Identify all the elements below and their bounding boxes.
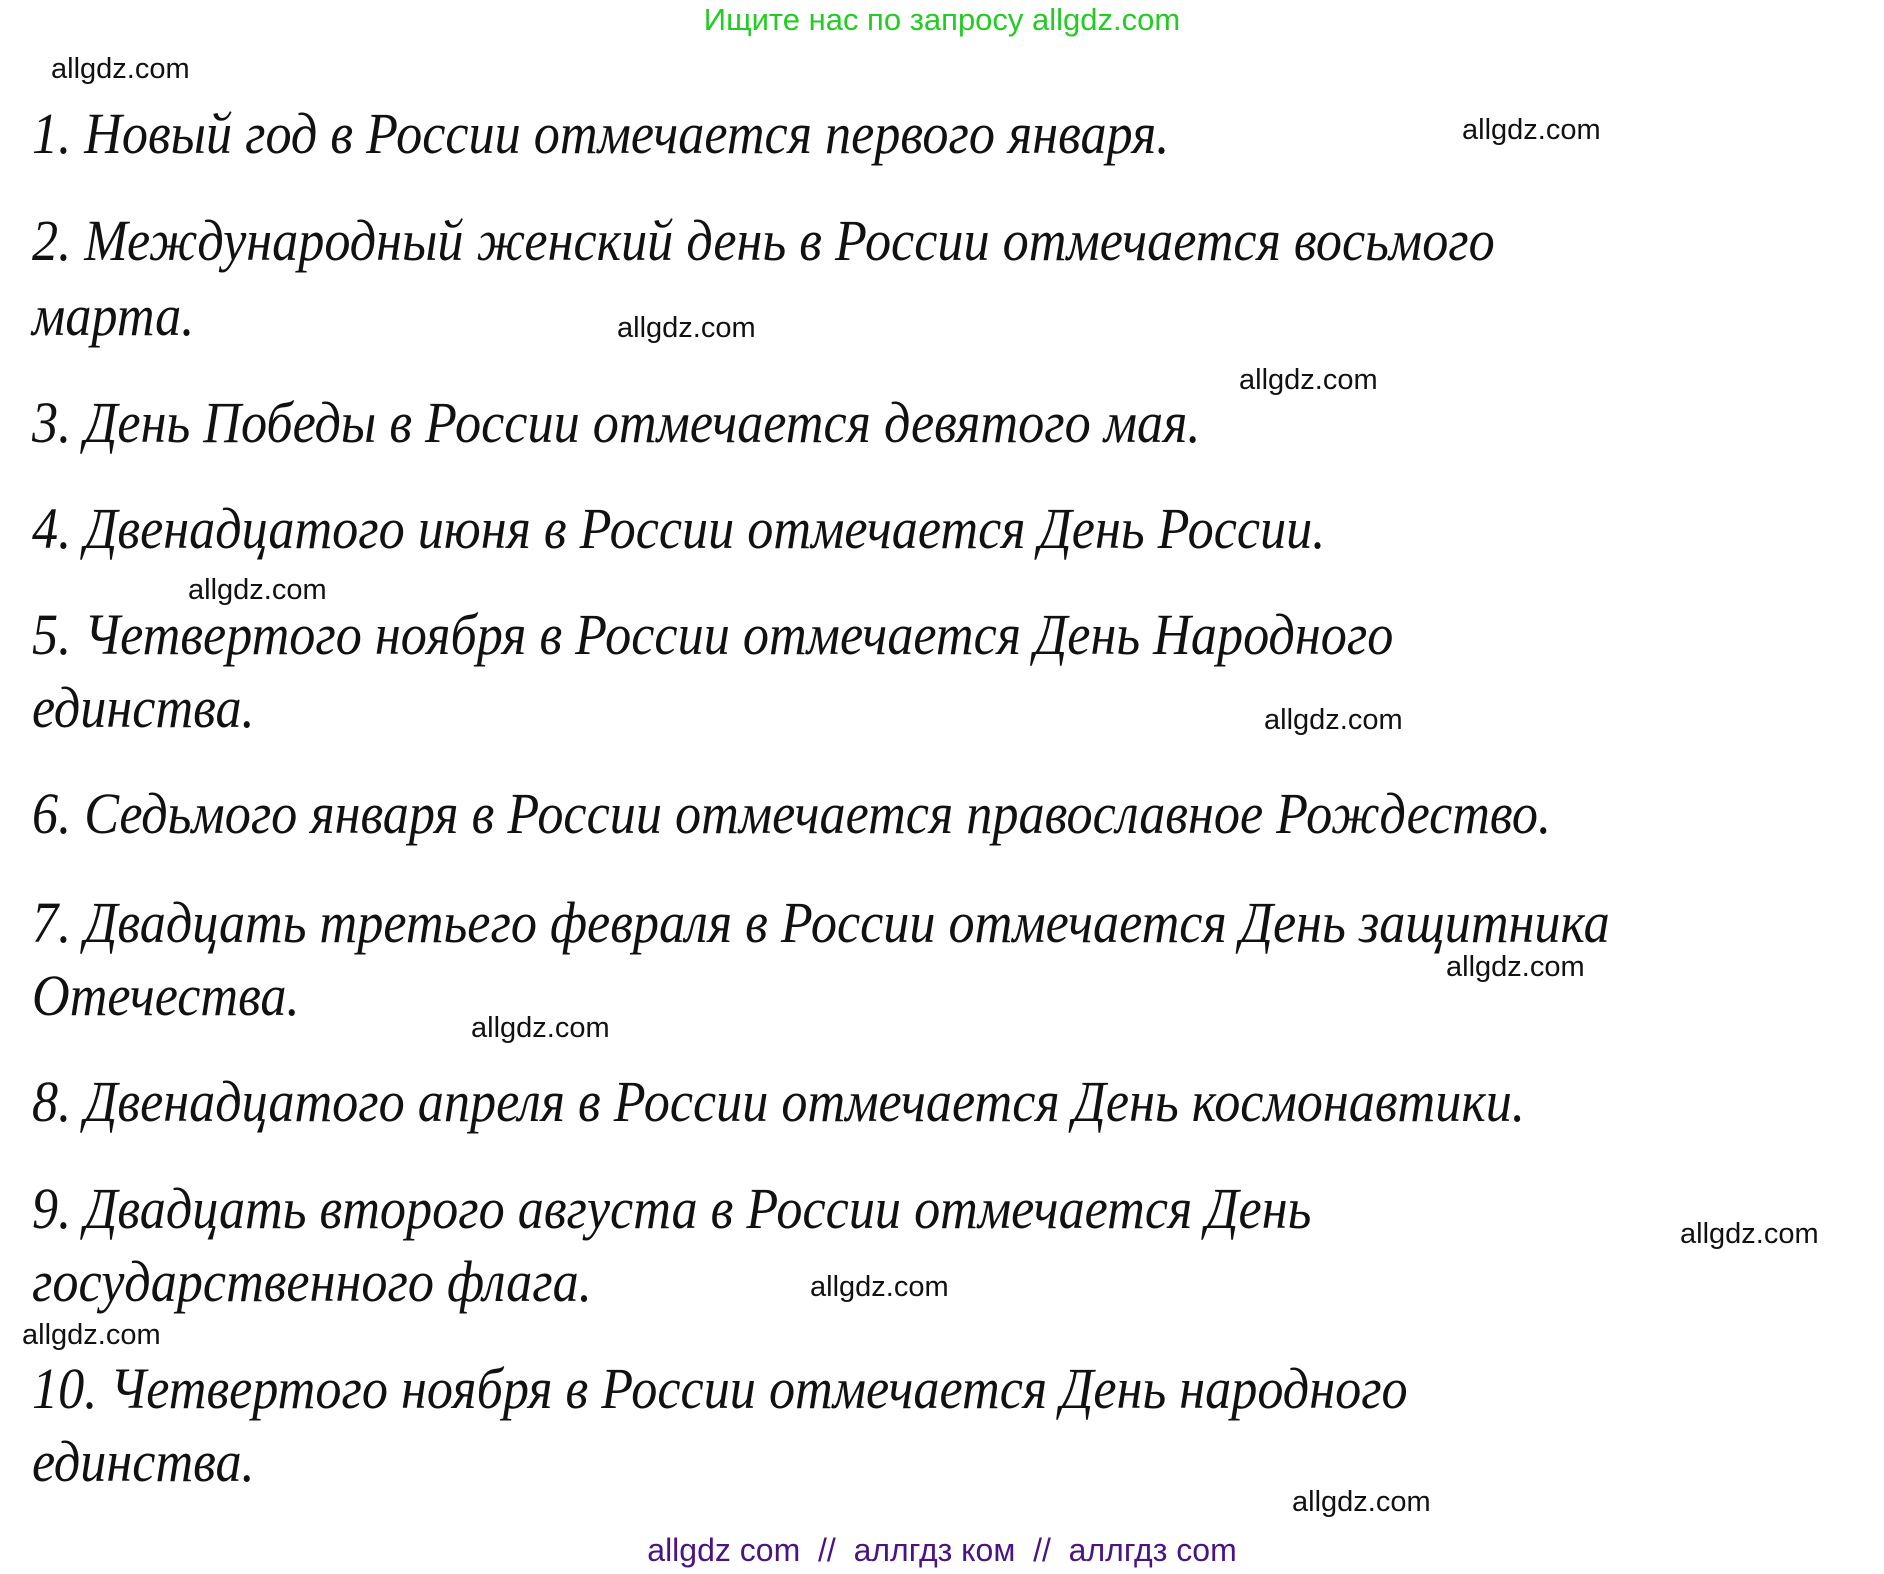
answer-line-7: 7. Двадцать третьего февраля в России отмечается День защитника [32,890,1610,955]
answer-line-6: 6. Седьмого января в России отмечается православное Рождество. [32,781,1552,846]
watermark: allgdz.com [51,53,190,85]
watermark: allgdz.com [188,574,327,606]
watermark: allgdz.com [471,1012,610,1044]
watermark: allgdz.com [810,1271,949,1303]
watermark: allgdz.com [1446,951,1585,983]
footer-watermark: allgdz com // аллгдз ком // аллгдз com [647,1532,1237,1568]
answer-line-9-cont: государственного флага. [32,1249,592,1314]
answer-line-7-cont: Отечества. [32,963,300,1028]
search-hint-banner: Ищите нас по запросу allgdz.com [703,2,1181,37]
answer-line-10-cont: единства. [32,1429,255,1494]
watermark: allgdz.com [1264,704,1403,736]
watermark: allgdz.com [1239,364,1378,396]
answer-line-3: 3. День Победы в России отмечается девятого мая. [32,390,1201,455]
answer-line-9: 9. Двадцать второго августа в России отмечается День [32,1176,1312,1241]
answer-line-2: 2. Международный женский день в России отмечается восьмого [32,208,1495,273]
watermark: allgdz.com [1680,1218,1819,1250]
answer-line-5-cont: единства. [32,675,255,740]
answer-line-4: 4. Двенадцатого июня в России отмечается День России. [32,496,1326,561]
answer-line-8: 8. Двенадцатого апреля в России отмечается День космонавтики. [32,1069,1525,1134]
answer-line-1: 1. Новый год в России отмечается первого января. [32,101,1170,166]
watermark: allgdz.com [1462,114,1601,146]
answer-line-5: 5. Четвертого ноября в России отмечается День Народного [32,602,1394,667]
answer-line-10: 10. Четвертого ноября в России отмечается День народного [32,1356,1408,1421]
watermark: allgdz.com [1292,1486,1431,1518]
watermark: allgdz.com [22,1319,161,1351]
watermark: allgdz.com [617,312,756,344]
answer-line-2-cont: марта. [32,283,195,348]
